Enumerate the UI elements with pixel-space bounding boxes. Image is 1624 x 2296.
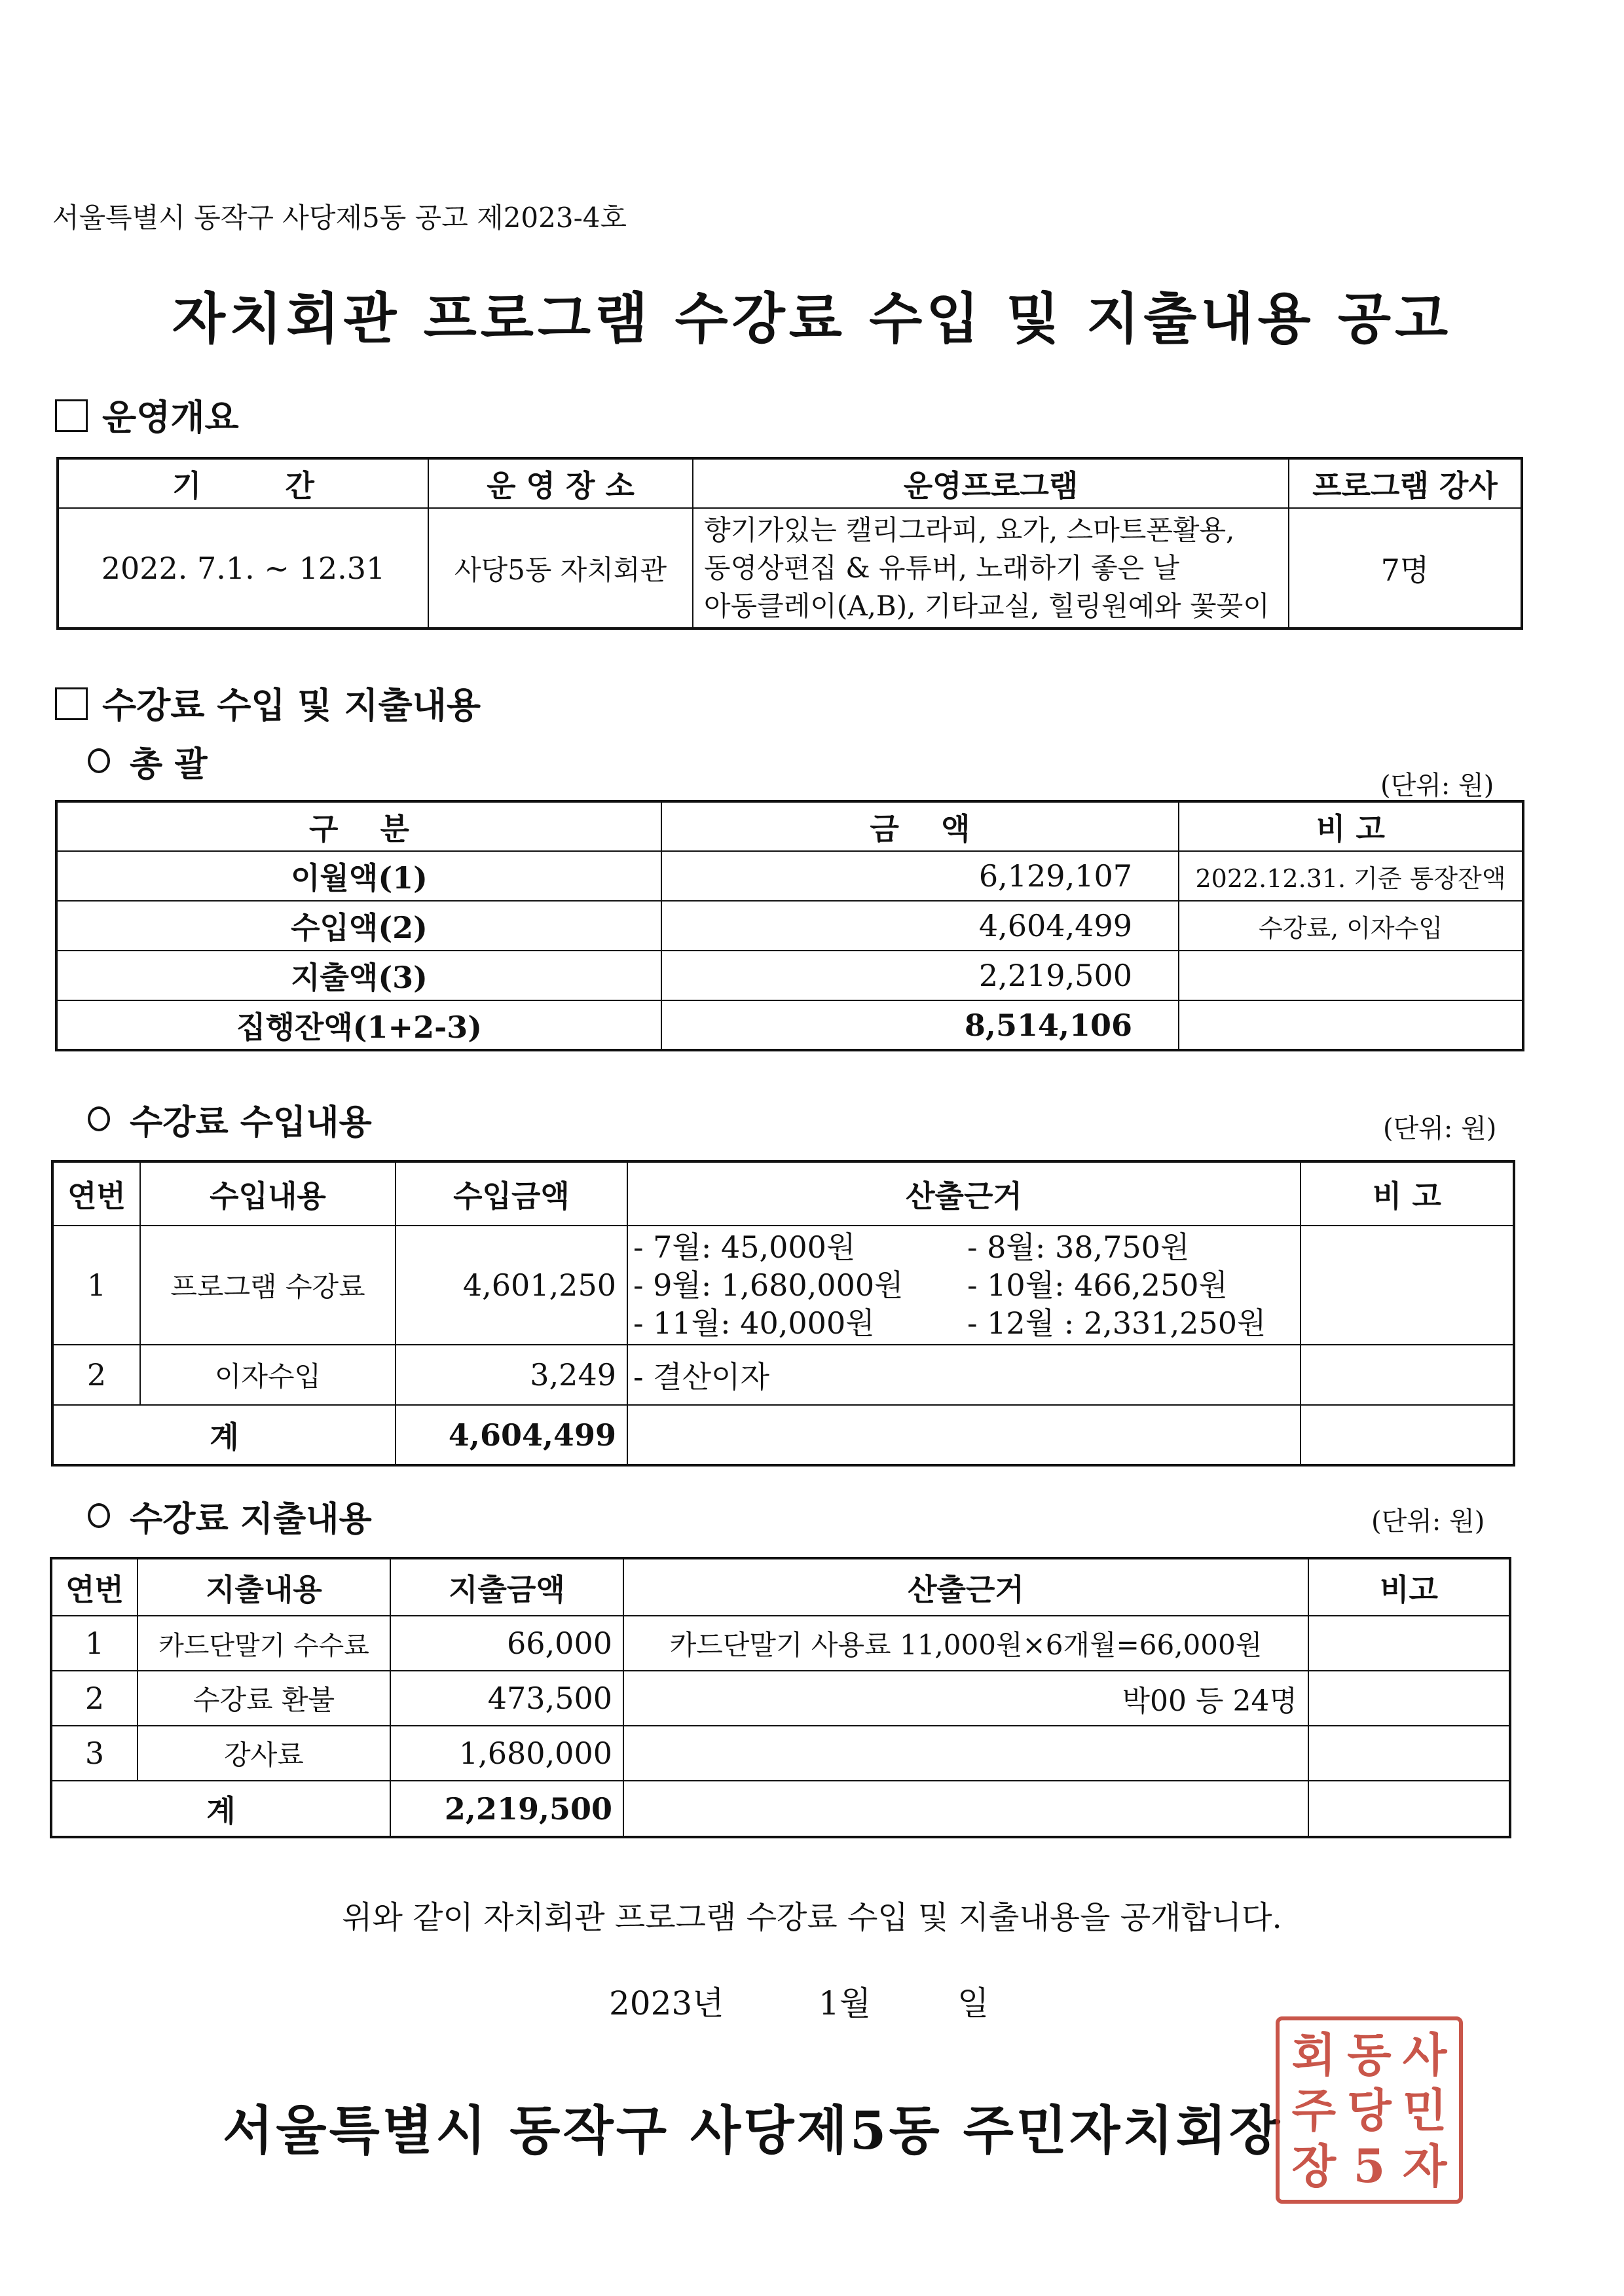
- overview-period: 2022. 7.1. ~ 12.31: [58, 508, 428, 629]
- income-no: 2: [52, 1345, 140, 1405]
- seal-glyph: 장: [1291, 2139, 1337, 2193]
- summary-heading: [88, 737, 208, 786]
- expense-basis: 카드단말기 사용료 11,000원×6개월=66,000원: [623, 1616, 1308, 1671]
- table-row: [51, 1616, 1510, 1671]
- document-title: 자치회관 프로그램 수강료 수입 및 지출내용 공고: [172, 286, 1452, 351]
- basis-line: [633, 1304, 1289, 1342]
- expense-header-amount: 지출금액: [390, 1558, 623, 1616]
- expense-total-note: [1308, 1781, 1510, 1837]
- date-year: 2023년: [609, 1984, 724, 2022]
- seal-glyph: 5: [1353, 2139, 1386, 2193]
- income-item: 이자수입: [140, 1345, 396, 1405]
- expense-header-item: 지출내용: [138, 1558, 390, 1616]
- signature-line: 서울특별시 동작구 사당제5동 주민자치회장: [223, 2100, 1283, 2161]
- finance-section-heading: [55, 678, 481, 728]
- notice-number: 서울특별시 동작구 사당제5동 공고 제2023-4호: [52, 202, 627, 234]
- table-row: [56, 951, 1523, 1000]
- expense-total-basis: [623, 1781, 1308, 1837]
- summary-table: [55, 800, 1524, 1051]
- income-amount: 4,601,250: [396, 1226, 627, 1345]
- income-note: [1301, 1345, 1514, 1405]
- table-row: [56, 901, 1523, 951]
- basis-entry: - 7월: 45,000원: [633, 1230, 856, 1265]
- income-unit: (단위: 원): [1383, 1114, 1497, 1144]
- expense-header-note: 비고: [1308, 1558, 1510, 1616]
- overview-table: [56, 457, 1523, 630]
- overview-place: 사당5동 자치회관: [428, 508, 693, 629]
- summary-label: 지출액(3): [56, 951, 661, 1000]
- summary-amount: 6,129,107: [661, 851, 1179, 901]
- income-heading: [88, 1095, 372, 1144]
- income-note: [1301, 1226, 1514, 1345]
- expense-total: 2,219,500: [390, 1781, 623, 1837]
- basis-entry: - 9월: 1,680,000원: [633, 1267, 904, 1303]
- expense-unit: (단위: 원): [1371, 1506, 1485, 1537]
- summary-subtitle: 총 괄: [130, 744, 208, 784]
- income-total-basis: [627, 1405, 1301, 1465]
- summary-label: 집행잔액(1+2-3): [56, 1000, 661, 1050]
- overview-instructors: 7명: [1289, 508, 1522, 629]
- income-basis: - 결산이자: [627, 1345, 1301, 1405]
- overview-section-heading: [55, 390, 239, 440]
- table-row: [52, 1226, 1514, 1345]
- program-line: 아동클레이(A,B), 기타교실, 힐링원예와 꽃꽂이: [704, 589, 1270, 622]
- overview-header-place: 운 영 장 소: [428, 458, 693, 508]
- summary-amount: 2,219,500: [661, 951, 1179, 1000]
- date-day: 일: [957, 1984, 989, 2022]
- expense-basis: [623, 1726, 1308, 1781]
- checkbox-square-icon: [55, 687, 88, 720]
- overview-header-programs: 운영프로그램: [693, 458, 1289, 508]
- table-row: [51, 1781, 1510, 1837]
- circle-bullet-icon: [88, 1503, 110, 1528]
- expense-amount: 1,680,000: [390, 1726, 623, 1781]
- expense-item: 수강료 환불: [138, 1671, 390, 1726]
- checkbox-square-icon: [55, 399, 88, 432]
- income-header-no: 연번: [52, 1161, 140, 1226]
- basis-line: [633, 1266, 1289, 1304]
- expense-note: [1308, 1671, 1510, 1726]
- summary-note: [1179, 1000, 1523, 1050]
- basis-entry: - 12월 : 2,331,250원: [967, 1305, 1266, 1341]
- summary-note: 수강료, 이자수입: [1179, 901, 1523, 951]
- seal-glyph: 당: [1347, 2083, 1392, 2138]
- income-subtitle: 수강료 수입내용: [130, 1102, 372, 1142]
- expense-item: 강사료: [138, 1726, 390, 1781]
- overview-programs: [693, 508, 1289, 629]
- income-header-item: 수입내용: [140, 1161, 396, 1226]
- finance-section-title: 수강료 수입 및 지출내용: [102, 684, 481, 726]
- expense-heading: [88, 1491, 372, 1540]
- income-basis: [627, 1226, 1301, 1345]
- summary-amount: 4,604,499: [661, 901, 1179, 951]
- expense-no: 3: [51, 1726, 138, 1781]
- table-row: [56, 851, 1523, 901]
- table-row: [52, 1345, 1514, 1405]
- income-table: [51, 1160, 1515, 1467]
- expense-header-no: 연번: [51, 1558, 138, 1616]
- summary-label: 수입액(2): [56, 901, 661, 951]
- summary-balance-amount: 8,514,106: [661, 1000, 1179, 1050]
- basis-entry: - 8월: 38,750원: [967, 1230, 1190, 1265]
- expense-table: [50, 1557, 1511, 1838]
- income-item: 프로그램 수강료: [140, 1226, 396, 1345]
- program-line: 동영상편집 & 유튜버, 노래하기 좋은 날: [704, 551, 1180, 584]
- summary-header-note: 비 고: [1179, 801, 1523, 851]
- seal-glyph: 주: [1291, 2083, 1337, 2138]
- basis-entry: - 11월: 40,000원: [633, 1305, 875, 1341]
- summary-label: 이월액(1): [56, 851, 661, 901]
- income-total-label: 계: [52, 1405, 396, 1465]
- official-seal-stamp: [1276, 2016, 1463, 2204]
- expense-amount: 66,000: [390, 1616, 623, 1671]
- summary-header-amount: 금 액: [661, 801, 1179, 851]
- expense-no: 2: [51, 1671, 138, 1726]
- seal-glyph: 자: [1402, 2139, 1447, 2193]
- date-month: 1월: [819, 1984, 872, 2022]
- expense-amount: 473,500: [390, 1671, 623, 1726]
- disclosure-statement: 위와 같이 자치회관 프로그램 수강료 수입 및 지출내용을 공개합니다.: [342, 1899, 1282, 1936]
- table-row: [51, 1671, 1510, 1726]
- summary-note: [1179, 951, 1523, 1000]
- table-row: [51, 1726, 1510, 1781]
- income-total-note: [1301, 1405, 1514, 1465]
- income-no: 1: [52, 1226, 140, 1345]
- overview-header-period: 기 간: [58, 458, 428, 508]
- income-total: 4,604,499: [396, 1405, 627, 1465]
- basis-line: [633, 1228, 1289, 1266]
- program-line: 향기가있는 캘리그라피, 요가, 스마트폰활용,: [704, 513, 1235, 546]
- expense-subtitle: 수강료 지출내용: [130, 1499, 372, 1539]
- income-header-basis: 산출근거: [627, 1161, 1301, 1226]
- summary-note: 2022.12.31. 기준 통장잔액: [1179, 851, 1523, 901]
- circle-bullet-icon: [88, 748, 110, 773]
- expense-no: 1: [51, 1616, 138, 1671]
- income-amount: 3,249: [396, 1345, 627, 1405]
- circle-bullet-icon: [88, 1106, 110, 1131]
- seal-glyph: 사: [1402, 2028, 1447, 2082]
- income-header-amount: 수입금액: [396, 1161, 627, 1226]
- seal-glyph: 회: [1291, 2028, 1337, 2082]
- summary-header-category: 구 분: [56, 801, 661, 851]
- overview-section-title: 운영개요: [102, 396, 239, 438]
- income-header-note: 비 고: [1301, 1161, 1514, 1226]
- table-row: [52, 1405, 1514, 1465]
- table-row: [56, 1000, 1523, 1050]
- basis-entry: - 10월: 466,250원: [967, 1267, 1228, 1303]
- seal-glyph: 민: [1402, 2083, 1447, 2138]
- expense-header-basis: 산출근거: [623, 1558, 1308, 1616]
- expense-item: 카드단말기 수수료: [138, 1616, 390, 1671]
- overview-header-instructors: 프로그램 강사: [1289, 458, 1522, 508]
- expense-total-label: 계: [51, 1781, 390, 1837]
- expense-basis: 박00 등 24명: [623, 1671, 1308, 1726]
- expense-note: [1308, 1726, 1510, 1781]
- seal-glyph: 동: [1347, 2028, 1392, 2082]
- expense-note: [1308, 1616, 1510, 1671]
- summary-unit: (단위: 원): [1380, 771, 1494, 801]
